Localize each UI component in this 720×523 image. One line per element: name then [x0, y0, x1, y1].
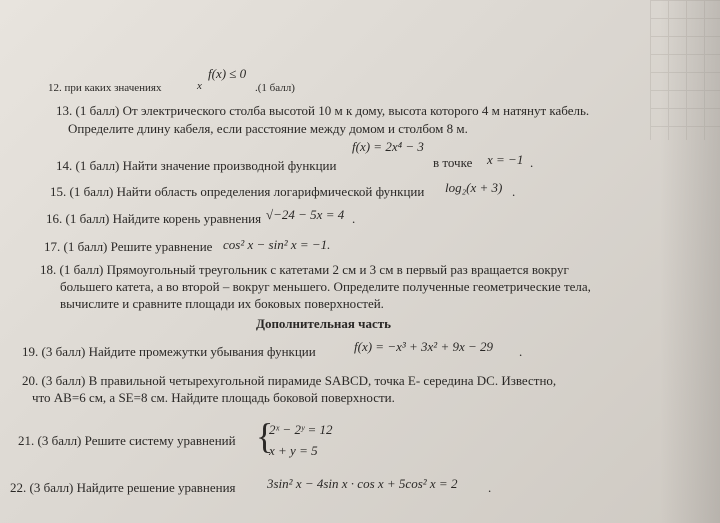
- q16-text: 16. (1 балл) Найдите корень уравнения: [46, 211, 262, 226]
- q19-function: f(x) = −x³ + 3x² + 9x − 29: [354, 339, 494, 354]
- system-brace: {: [256, 416, 274, 456]
- q15-end: .: [512, 184, 516, 199]
- q14-point: x = −1: [487, 152, 524, 167]
- q14-end: .: [530, 155, 534, 170]
- q20-line1: 20. (3 балл) В правильной четырехугольной пирамиде SABCD, точка E- середина DC. Известно,: [22, 373, 557, 388]
- paper-shadow: [660, 0, 720, 523]
- q17-equation: cos² x − sin² x = −1.: [223, 237, 331, 252]
- q12-condition: f(x) ≤ 0: [208, 66, 247, 81]
- q21-equation1: 2ˣ − 2ʸ = 12: [269, 422, 333, 437]
- q14-function: f(x) = 2x⁴ − 3: [352, 139, 424, 154]
- q14-text: 14. (1 балл) Найти значение производной функции: [56, 158, 337, 173]
- q16-end: .: [352, 211, 356, 226]
- q13-line2: Определите длину кабеля, если расстояние между домом и столбом 8 м.: [68, 121, 468, 136]
- q17-text: 17. (1 балл) Решите уравнение: [44, 239, 213, 254]
- q18-line3: вычислите и сравните площади их боковых поверхностей.: [60, 296, 384, 311]
- section-title: Дополнительная часть: [256, 316, 391, 331]
- q21-equation2: x + y = 5: [269, 443, 318, 458]
- q15-text: 15. (1 балл) Найти область определения логарифмической функции: [50, 184, 425, 199]
- q19-text: 19. (3 балл) Найдите промежутки убывания функции: [22, 344, 316, 359]
- q12-points: .(1 балл): [255, 82, 295, 94]
- q12-text: 12. при каких значениях: [48, 82, 162, 94]
- q19-end: .: [519, 344, 523, 359]
- q16-equation: √−24 − 5x = 4: [266, 207, 345, 222]
- q18-line1: 18. (1 балл) Прямоугольный треугольник с катетами 2 см и 3 см в первый раз вращается вокруг: [40, 262, 569, 277]
- q20-line2: что AB=6 см, а SE=8 см. Найдите площадь боковой поверхности.: [32, 390, 395, 405]
- q21-text: 21. (3 балл) Решите систему уравнений: [18, 433, 236, 448]
- q22-equation: 3sin² x − 4sin x · cos x + 5cos² x = 2: [267, 476, 458, 491]
- q22-text: 22. (3 балл) Найдите решение уравнения: [10, 480, 236, 495]
- q13-line1: 13. (1 балл) От электрического столба высотой 10 м к дому, высота которого 4 м натянут кабель.: [56, 103, 590, 118]
- q22-end: .: [488, 480, 492, 495]
- q18-line2: большего катета, а во второй – вокруг меньшего. Определите полученные геометрические тела,: [60, 279, 591, 294]
- q14-at: в точке: [433, 155, 473, 170]
- q15-function: log₂(x + 3): [445, 180, 503, 195]
- q12-variable: x: [197, 80, 202, 92]
